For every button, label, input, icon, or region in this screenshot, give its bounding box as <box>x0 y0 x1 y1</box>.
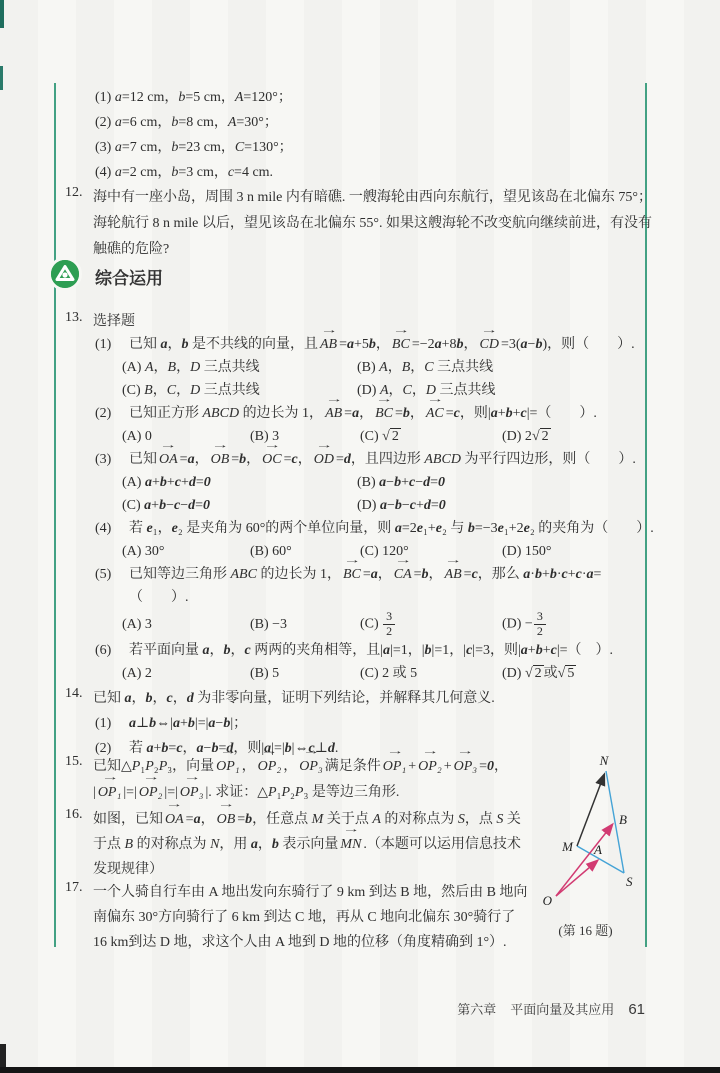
option-A: (A) 0 <box>122 429 152 444</box>
option-D: (D) A，C，D 三点共线 <box>357 383 496 398</box>
text-line: 已知 a，b，c，d 为非零向量，证明下列结论，并解释其几何意义. <box>93 691 495 706</box>
option-A: (A) a+b+c+d=0 <box>122 475 211 490</box>
problem-number: 14. <box>65 686 83 701</box>
subproblem-1 <box>93 711 649 736</box>
footer-chapter-title: 平面向量及其应用 <box>510 1002 615 1017</box>
subproblem-text: 已知等边三角形 ABC 的边长为 1， → BC =a， → CA =b， → AB =c，那么 a·b+b·c+c·a= <box>129 563 649 586</box>
vector-O-A <box>556 861 597 896</box>
condition-item-2: (2) a=6 cm，b=8 cm，A=30°； <box>95 115 278 130</box>
condition-item-3: (3) a=7 cm，b=23 cm，C=130°； <box>95 140 293 155</box>
option-D: (D) a−b−c+d=0 <box>357 498 446 513</box>
page-footer <box>457 999 645 1018</box>
option-row <box>122 425 649 448</box>
option-B: (B) A，B，C 三点共线 <box>357 360 494 375</box>
option-B: (B) −3 <box>250 616 288 632</box>
option-row <box>122 356 649 379</box>
text-line: 触礁的危险? <box>93 242 170 257</box>
option-row <box>122 540 649 563</box>
trefoil-icon <box>51 260 79 288</box>
option-C: (C) a+b−c−d=0 <box>122 498 211 513</box>
option-B: (B) 60° <box>250 544 292 559</box>
option-C: (C) 2 或 5 <box>360 666 418 681</box>
condition-item-4: (4) a=2 cm，b=3 cm，c=4 cm. <box>95 165 274 180</box>
figure-caption: (第 16 题) <box>558 923 613 938</box>
option-A: (A) 2 <box>122 666 152 681</box>
option-C: (C) B，C，D 三点共线 <box>122 383 260 398</box>
subproblem-text: 已知 → OA =a， → OB =b， → OC =c， → OD =d，且四边形 ABCD 为平行四边形，则（ ）. <box>129 448 649 471</box>
option-B: (B) a−b+c−d=0 <box>357 475 446 490</box>
problem-number: 15. <box>65 754 83 769</box>
subproblem-5 <box>93 563 649 586</box>
text-line: 海轮航行 8 n mile 以后，望见该岛在北偏东 55°. 如果这艘海轮不改变航向继续前进，有没有 <box>93 216 652 231</box>
option-D: (D) − $\frac{3}{2}$ <box>502 610 547 639</box>
problem-number: 17. <box>65 880 83 895</box>
option-A: (A) 3 <box>122 616 152 632</box>
option-row <box>122 662 649 685</box>
point-label-S: S <box>626 874 633 889</box>
problem-number: 16. <box>65 807 83 822</box>
problem-14 <box>65 686 649 761</box>
section-badge-icon <box>48 257 82 291</box>
subproblem-label: (1) <box>95 716 112 731</box>
left-border-rule <box>54 83 56 947</box>
option-D: (D) √ 2 或√ 5 <box>502 666 575 681</box>
subproblem-text: a⊥b⇔|a+b|=|a−b|； <box>129 716 248 731</box>
option-B: (B) 3 <box>250 429 280 444</box>
text-line: 如图，已知 → OA =a， → OB =b，任意点 M 关于点 A 的对称点为 S，点 S 关 <box>93 807 649 832</box>
subproblem-label: (3) <box>95 452 112 467</box>
condition-item-1: (1) a=12 cm，b=5 cm，A=120°； <box>95 90 292 105</box>
section-header <box>65 259 649 293</box>
text-line: 于点 B 的对称点为 N，用 a，b 表示向量 → MN .（本题可以运用信息技术 <box>93 832 649 857</box>
subproblem-3 <box>93 448 649 471</box>
condition-items <box>65 85 649 185</box>
vector-M-N <box>577 775 604 846</box>
subproblem-label: (6) <box>95 643 112 658</box>
subproblem-text: 已知 a，b 是不共线的向量，且 → AB =a+5b， → BC =−2a+8b， → CD =3(a−b)，则（ ）. <box>129 333 649 356</box>
scan-artifact-left-edge <box>0 66 3 90</box>
footer-chapter: 第六章 <box>457 1002 497 1017</box>
subproblem-1 <box>93 333 649 356</box>
option-B: (B) 5 <box>250 666 280 681</box>
text-line: 16 km到达 D 地，求这个人由 A 地到 D 地的位移（角度精确到 1°）. <box>93 935 507 950</box>
option-row <box>122 471 649 494</box>
problem-12 <box>65 185 652 263</box>
option-C: (C) $\frac{3}{2}$ <box>360 610 502 639</box>
subproblem-text: 若 a+b=c，a−b=d，则|a|=|b|⇔c⊥d. <box>129 741 339 756</box>
subproblem-label: (1) <box>95 337 112 352</box>
problem-16-figure <box>528 752 663 937</box>
point-label-O: O <box>542 893 552 908</box>
point-label-B: B <box>619 812 627 827</box>
problem-number: 12. <box>65 185 83 200</box>
subproblem-label: (5) <box>95 567 112 582</box>
text-line: 已知△P₁P₂P₃，向量 → OP₁ ， → OP₂ ， → OP₃ 满足条件 → OP₁ + → OP₂ + → OP₃ =0， <box>93 754 649 780</box>
section-title: 综合运用 <box>95 268 163 288</box>
text-line: 南偏东 30°方向骑行了 6 km 到达 C 地，再从 C 地向北偏东 30°骑行了 <box>93 910 516 925</box>
point-label-M: M <box>562 839 573 854</box>
option-D: (D) 150° <box>502 544 552 559</box>
subproblem-5-continuation: （ ）. <box>129 590 189 605</box>
subproblem-2 <box>93 402 649 425</box>
option-row <box>122 494 649 517</box>
point-label-A: A <box>594 842 602 857</box>
subproblem-label: (2) <box>95 406 112 421</box>
option-A: (A) A，B，D 三点共线 <box>122 360 260 375</box>
problem-number: 13. <box>65 310 83 325</box>
footer-page-number: 61 <box>628 1001 645 1018</box>
text-line: 海中有一座小岛，周围 3 n mile 内有暗礁. 一艘海轮由西向东航行，望见该岛在北偏东 75°； <box>93 190 652 205</box>
text-line: 一个人骑自行车由 A 地出发向东骑行了 9 km 到达 B 地，然后由 B 地向 <box>93 885 528 900</box>
option-C: (C) 120° <box>360 544 409 559</box>
scan-bottom-edge <box>0 1067 720 1073</box>
subproblem-6 <box>93 639 649 662</box>
text-line: | → OP₁ |=| → OP₂ |=| → OP₃ |. 求证：△P₁P₂P₃ 是等边三角形. <box>93 780 649 806</box>
point-label-N: N <box>599 753 609 768</box>
problem-13-title: 选择题 <box>93 314 135 329</box>
text-line: 发现规律） <box>93 862 163 877</box>
option-row <box>122 609 649 639</box>
subproblem-4 <box>93 517 654 540</box>
problem-13 <box>65 310 654 685</box>
subproblem-text: 若 e₁，e₂ 是夹角为 60°的两个单位向量，则 a=2e₁+e₂ 与 b=−3e₁+2e₂ 的夹角为（ ）. <box>129 521 654 536</box>
subproblem-label: (2) <box>95 741 112 756</box>
scan-artifact-top-left <box>0 0 4 28</box>
subproblem-label: (4) <box>95 521 112 536</box>
option-C: (C) √ 2 <box>360 429 399 444</box>
subproblem-text: 已知正方形 ABCD 的边长为 1， → AB =a， → BC =b， → AC =c，则|a+b+c|=（ ）. <box>129 402 649 425</box>
subproblem-text: 若平面向量 a，b，c 两两的夹角相等，且|a|=1，|b|=1，|c|=3，则|a+b+c|=（ ）. <box>129 643 614 658</box>
option-D: (D) 2√ 2 <box>502 429 549 444</box>
option-A: (A) 30° <box>122 544 165 559</box>
